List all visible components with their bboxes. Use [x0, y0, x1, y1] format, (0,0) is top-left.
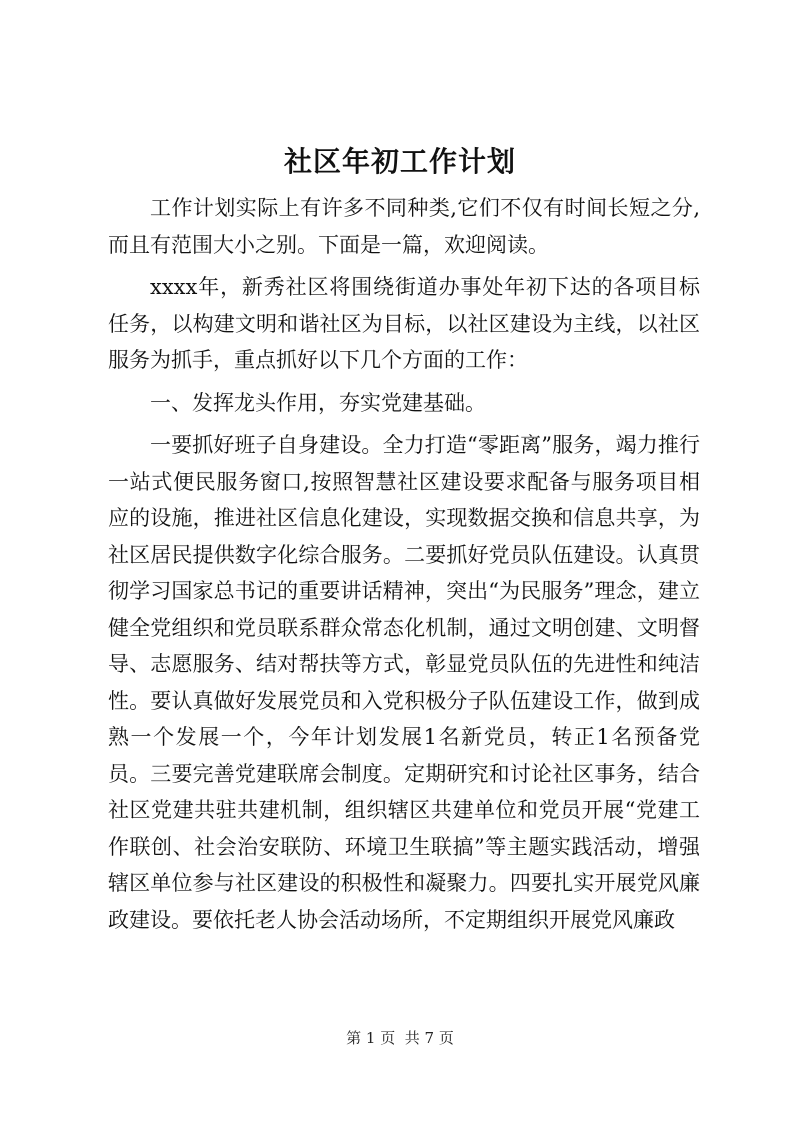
paragraph-section-heading: 一、发挥龙头作用，夯实党建基础。: [150, 390, 486, 415]
paragraph-intro: 工作计划实际上有许多不同种类,它们不仅有时间长短之分,而且有范围大小之别。下面是一篇，欢迎阅读。: [108, 196, 700, 257]
document-body: [108, 190, 700, 944]
document-title: 社区年初工作计划: [283, 145, 516, 178]
page-footer: [0, 1028, 800, 1048]
paragraph-party-building: 一要抓好班子自身建设。全力打造“零距离”服务，竭力推行一站式便民服务窗口,按照智慧社区建设要求配备与服务项目相应的设施，推进社区信息化建设，实现数据交换和信息共享，为社区居民提供数字化综合服务。二要抓好党员队伍建设。认真贯彻学习国家总书记的重要讲话精神，突出“为民服务”理念，建立健全党组织和党员联系群众常态化机制，通过文明创建、文明督导、志愿服务、结对帮扶等方式，彰显党员队伍的先进性和纯洁性。要认真做好发展党员和入党积极分子队伍建设工作，做到成熟一个发展一个，今年计划发展1名新党员，转正1名预备党员。三要完善党建联席会制度。定期研究和讨论社区事务，结合社区党建共驻共建机制，组织辖区共建单位和党员开展“党建工作联创、社会治安联防、环境卫生联搞”等主题实践活动，增强辖区单位参与社区建设的积极性和凝聚力。四要扎实开展党风廉政建设。要依托老人协会活动场所，不定期组织开展党风廉政: [108, 433, 700, 932]
page-number: 第 1 页 共 7 页: [346, 1029, 454, 1047]
paragraph-overview: xxxx年，新秀社区将围绕街道办事处年初下达的各项目标任务，以构建文明和谐社区为目标，以社区建设为主线，以社区服务为抓手，重点抓好以下几个方面的工作：: [108, 275, 700, 372]
